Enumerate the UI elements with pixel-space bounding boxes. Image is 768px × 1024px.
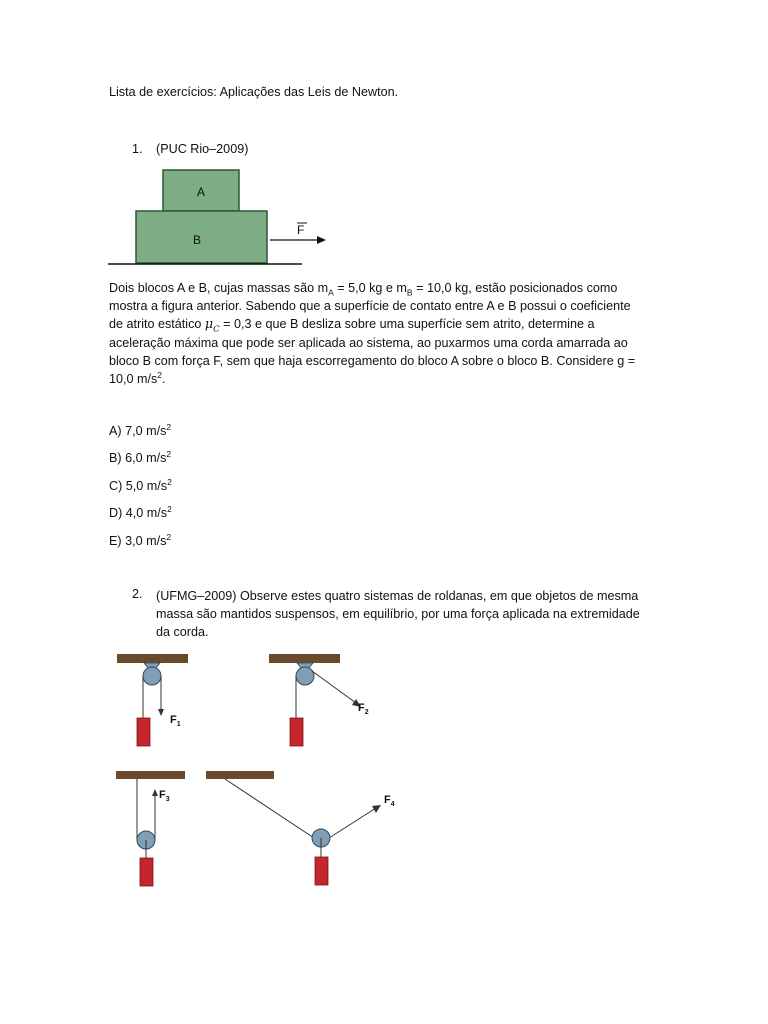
pulley <box>143 667 161 685</box>
pulley-systems-figure <box>104 648 424 893</box>
hanging-mass <box>137 718 150 746</box>
ceiling-beam <box>269 654 340 663</box>
force-label-3: $F_3$ <box>159 789 170 803</box>
force-arrowhead <box>158 709 164 716</box>
pulley-system-1 <box>117 654 188 746</box>
statement-line-1: Dois blocos A e B, cujas massas são $m_A = 5,0$ kg e $m_B = 10,0$ kg, estão posicionados como <box>109 281 618 298</box>
option-b: B) 6,0 $m/s^2$ <box>109 448 172 465</box>
question-2-number: 2. <box>132 587 143 601</box>
rope <box>329 808 376 838</box>
blocks-figure <box>104 166 344 270</box>
q2-line-1: (UFMG–2009) Observe estes quatro sistemas de roldanas, em que objetos de mesma <box>156 589 639 603</box>
force-label-4: $F_4$ <box>384 794 395 808</box>
option-e: E) 3,0 $m/s^2$ <box>109 531 172 548</box>
option-d: D) 4,0 $m/s^2$ <box>109 503 172 520</box>
rope <box>312 671 356 703</box>
pulley-system-3 <box>116 771 185 886</box>
rope <box>225 779 314 838</box>
option-c: C) 5,0 $m/s^2$ <box>109 476 172 493</box>
question-1-header: (PUC Rio–2009) <box>156 142 249 156</box>
hanging-mass <box>315 857 328 885</box>
q2-line-3: da corda. <box>156 625 209 640</box>
q2-line-2: massa são mantidos suspensos, em equilíbrio, por uma força aplicada na extremidade <box>156 607 640 622</box>
question-1-number: 1. <box>132 142 143 156</box>
pulley-system-2 <box>269 654 369 746</box>
pulley <box>296 667 314 685</box>
force-label-2: $F_2$ <box>358 702 369 716</box>
hanging-mass <box>140 858 153 886</box>
statement-line-6: 10,0 $m/s^2$. <box>109 369 166 387</box>
ceiling-beam <box>116 771 185 779</box>
document-title: Lista de exercícios: Aplicações das Leis de Newton. <box>109 85 399 99</box>
force-arrowhead <box>372 805 381 813</box>
block-b <box>136 211 267 263</box>
statement-line-5: bloco B com força F, sem que haja escorregamento do bloco A sobre o bloco B. Considere g = <box>109 353 636 368</box>
force-label-1: $F_1$ <box>170 714 181 728</box>
option-a: A) 7,0 $m/s^2$ <box>109 421 172 438</box>
force-arrow <box>270 236 326 244</box>
pulley-system-4 <box>206 771 395 885</box>
statement-line-2: mostra a figura anterior. Sabendo que a superfície de contato entre A e B possui o coeficiente <box>109 299 631 314</box>
statement-line-4: aceleração máxima que pode ser aplicada ao sistema, ao puxarmos uma corda amarrada ao <box>109 335 628 350</box>
force-label: F <box>297 223 305 237</box>
hanging-mass <box>290 718 303 746</box>
question-2-statement <box>156 587 666 642</box>
force-arrowhead <box>152 789 158 796</box>
ceiling-beam <box>117 654 188 663</box>
statement-line-3: de atrito estático $\mu_C = 0,3$ e que B desliza sobre uma superfície sem atrito, determine a <box>109 316 595 335</box>
question-1-statement <box>109 279 669 388</box>
ceiling-beam <box>206 771 274 779</box>
block-a-label: A <box>196 185 206 199</box>
block-b-label: B <box>192 233 202 247</box>
